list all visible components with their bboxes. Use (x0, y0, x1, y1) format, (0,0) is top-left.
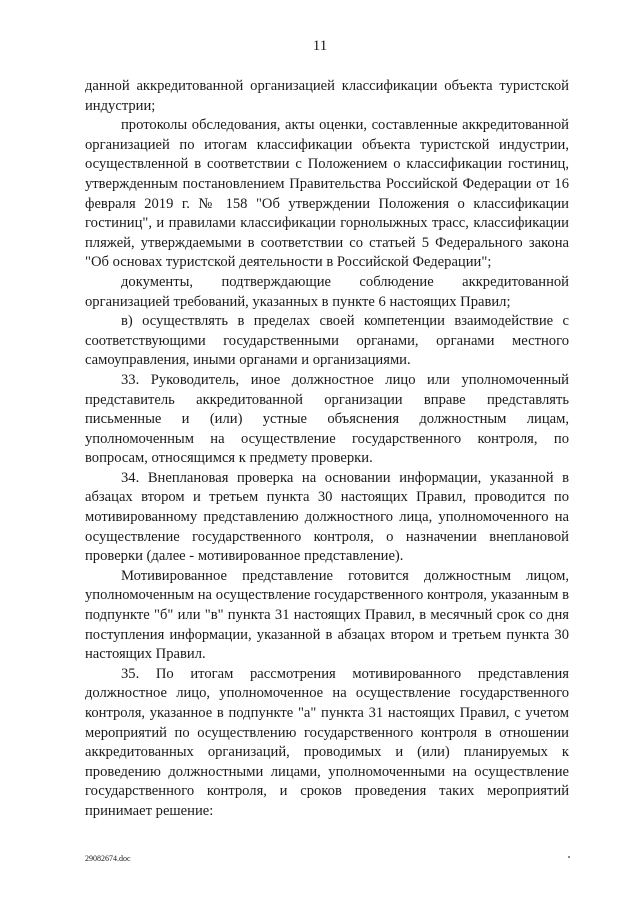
document-body (85, 77, 569, 822)
paragraph: протоколы обследования, акты оценки, составленные аккредитованной организацией по итогам классификации объекта туристской индустрии, осуществленной в соответствии с Положением о классификации гостиниц, утвержденным постановлением Правительства Российской Федерации от 16 февраля 2019 г. № 158 "Об утверждении Положения о классификации гостиниц", и правилами классификации горнолыжных трасс, классификации пляжей, утверждаемыми в соответствии со статьей 5 Федерального закона "Об основах туристской деятельности в Российской Федерации"; (85, 117, 569, 271)
paragraph: 33. Руководитель, иное должностное лицо или уполномоченный представитель аккредитованной организации вправе представлять письменные и (или) устные объяснения должностным лицам, уполномоченным на осуществление государственного контроля, по вопросам, относящимся к предмету проверки. (85, 371, 569, 467)
paragraph: данной аккредитованной организацией классификации объекта туристской индустрии; (85, 78, 569, 114)
paragraph: Мотивированное представление готовится должностным лицом, уполномоченным на осуществление государственного контроля, указанным в подпункте "б" или "в" пункта 31 настоящих Правил, в месячный срок со дня поступления информации, указанной в абзацах втором и третьем пункта 30 настоящих Правил. (85, 567, 569, 663)
paragraph: 34. Внеплановая проверка на основании информации, указанной в абзацах втором и третьем пункта 30 настоящих Правил, проводится по мотивированному представлению должностного лица, уполномоченного на осуществление государственного контроля, о назначении внеплановой проверки (далее - мотивированное представление). (85, 469, 569, 565)
footer-doc-code: 29082674.doc (85, 854, 131, 863)
paragraph: в) осуществлять в пределах своей компетенции взаимодействие с соответствующими государственными органами, органами местного самоуправления, иными органами и организациями. (85, 313, 569, 369)
paragraph: документы, подтверждающие соблюдение аккредитованной организацией требований, указанных в пункте 6 настоящих Правил; (85, 273, 569, 310)
page-number: 11 (312, 38, 328, 54)
footer-dot (568, 856, 570, 858)
paragraph: 35. По итогам рассмотрения мотивированного представления должностное лицо, уполномоченное на осуществление государственного контроля, указанное в подпункте "а" пункта 31 настоящих Правил, с учетом мероприятий по осуществлению государственного контроля в отношении аккредитованных организаций, проводимых и (или) планируемых к проведению должностными лицами, уполномоченными на осуществление государственного контроля, и сроков проведения таких мероприятий принимает решение: (85, 665, 569, 819)
